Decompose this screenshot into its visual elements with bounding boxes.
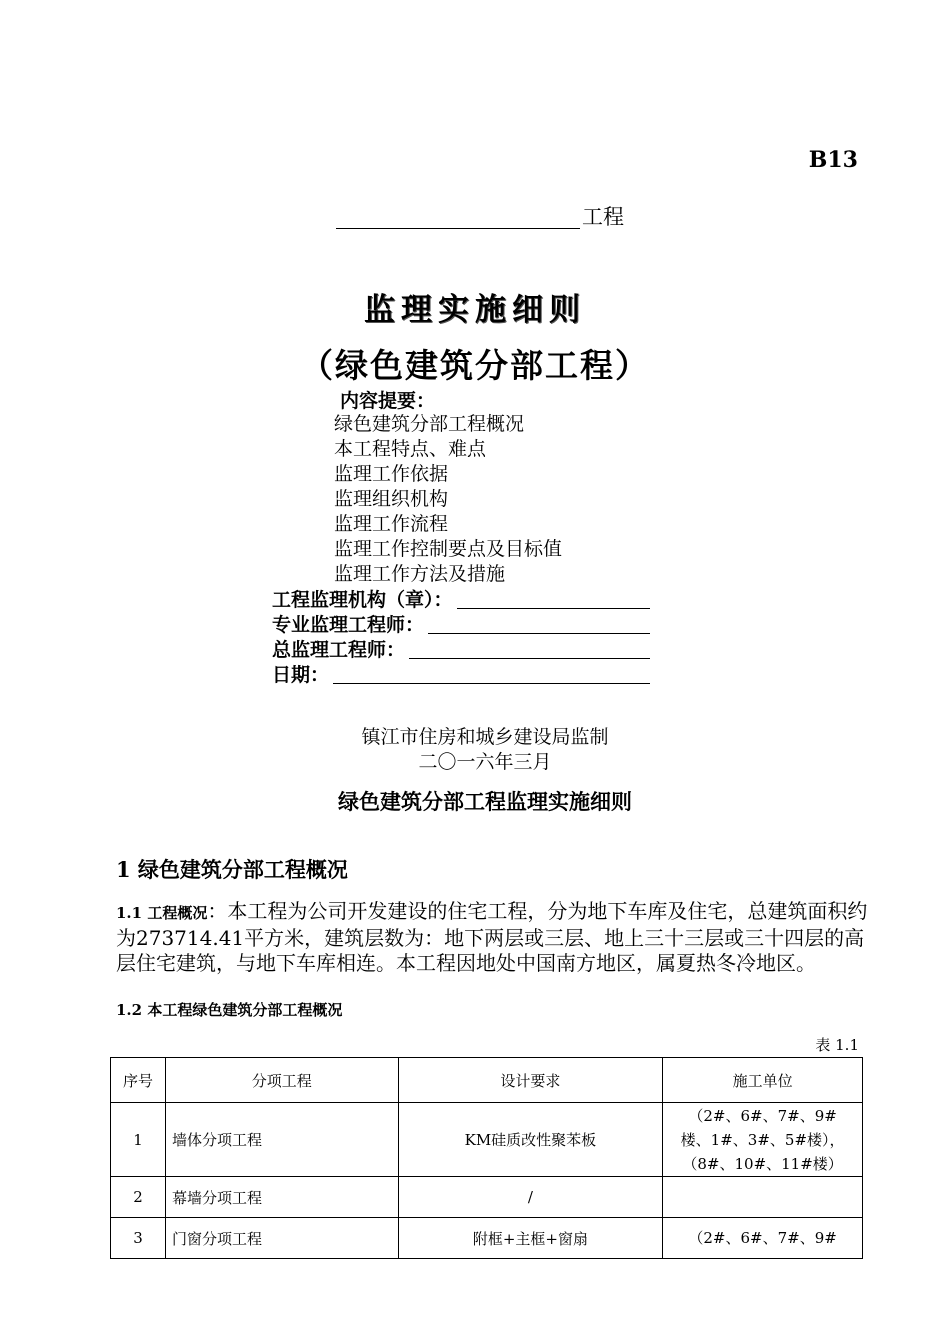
table-row [111, 1177, 863, 1218]
document-code: B13 [808, 147, 858, 173]
project-name-blank [336, 228, 580, 229]
table-header-cell: 序号 [111, 1058, 166, 1103]
signature-blank [409, 658, 650, 659]
table-cell: 门窗分项工程 [165, 1218, 398, 1259]
issue-date: 二〇一六年三月 [418, 751, 552, 773]
signature-label: 专业监理工程师： [272, 614, 425, 636]
table-header-row [111, 1058, 863, 1103]
signature-label: 工程监理机构（章）： [272, 589, 453, 611]
document-title: 绿色建筑分部工程监理实施细则 [338, 789, 632, 814]
section-heading: 1 绿色建筑分部工程概况 [116, 857, 348, 882]
paragraph-text: ：本工程为公司开发建设的住宅工程，分为地下车库及住宅，总建筑面积约为273714.41平方米，建筑层数为：地下两层或三层、地上三十三层或三十四层的高层住宅建筑，与地下车库相连。本工程因地处中国南方地区，属夏热冬冷地区。 [116, 899, 868, 975]
signature-label: 总监理工程师： [272, 639, 406, 661]
cover-subtitle: （绿色建筑分部工程） [300, 346, 650, 385]
issuer-block [0, 725, 950, 775]
overview-table [110, 1057, 863, 1259]
table-header-cell: 施工单位 [663, 1058, 863, 1103]
summary-label: 内容提要： [340, 390, 436, 412]
signature-row-engineer [272, 613, 650, 638]
table-cell: 3 [111, 1218, 166, 1259]
overview-paragraph [116, 899, 876, 976]
table-caption: 表 1.1 [815, 1036, 859, 1054]
summary-item: 绿色建筑分部工程概况 [334, 413, 525, 435]
signature-label: 日期： [272, 664, 330, 686]
table-cell: 幕墙分项工程 [165, 1177, 398, 1218]
table-header-cell: 设计要求 [398, 1058, 663, 1103]
table-cell: （2#、6#、7#、9# 楼、1#、3#、5#楼）， （8#、10#、11#楼） [663, 1103, 863, 1177]
project-suffix: 工程 [582, 205, 624, 229]
table-row [111, 1103, 863, 1177]
summary-item: 监理工作依据 [334, 463, 449, 485]
paragraph-label: 1.1 工程概况 [116, 904, 208, 922]
table-cell: / [398, 1177, 663, 1218]
table-cell: 1 [111, 1103, 166, 1177]
table-cell [663, 1177, 863, 1218]
signature-blank [428, 633, 650, 634]
subsection-heading: 1.2 本工程绿色建筑分部工程概况 [116, 1001, 343, 1019]
signature-row-date [272, 663, 650, 688]
signature-blank [333, 683, 650, 684]
table-cell: （2#、6#、7#、9# [663, 1218, 863, 1259]
summary-item: 监理工作方法及措施 [334, 563, 506, 585]
table-cell: 附框+主框+窗扇 [398, 1218, 663, 1259]
table-cell: KM硅质改性聚苯板 [398, 1103, 663, 1177]
summary-item: 本工程特点、难点 [334, 438, 487, 460]
table-cell: 墙体分项工程 [165, 1103, 398, 1177]
issuer: 镇江市住房和城乡建设局监制 [361, 726, 609, 748]
summary-item: 监理工作流程 [334, 513, 449, 535]
table-header-cell: 分项工程 [165, 1058, 398, 1103]
table-row [111, 1218, 863, 1259]
signature-blank [457, 608, 650, 609]
summary-item: 监理工作控制要点及目标值 [334, 538, 563, 560]
summary-list [334, 412, 562, 587]
cover-title: 监理实施细则 [364, 292, 586, 328]
summary-item: 监理组织机构 [334, 488, 449, 510]
table-cell: 2 [111, 1177, 166, 1218]
signature-row-chief [272, 638, 650, 663]
signature-row-org [272, 588, 650, 613]
signature-block [272, 588, 650, 688]
